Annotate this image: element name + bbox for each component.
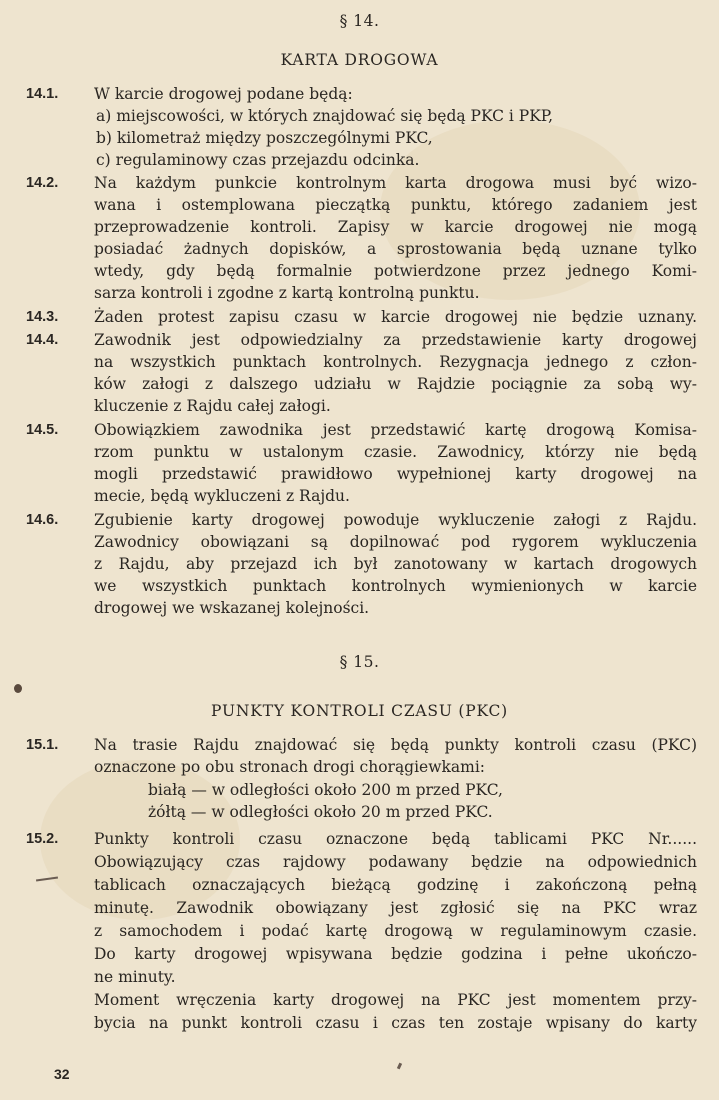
text-line: [0, 575, 719, 597]
page-number: 32: [54, 1066, 70, 1082]
section-title: KARTA DROGOWA: [280, 51, 439, 69]
text-line: [0, 509, 719, 531]
text-line: [0, 329, 719, 351]
text-line: [0, 351, 719, 373]
text-line: [0, 395, 719, 417]
line-text: na wszystkich punktach kontrolnych. Rezygnacja jednego z człon-: [94, 353, 697, 371]
text-line: [0, 553, 719, 575]
section-heading: § 15.: [339, 653, 380, 671]
line-text: W karcie drogowej podane będą:: [94, 85, 353, 103]
clause-number: 14.1.: [26, 86, 59, 102]
line-text: Na każdym punkcie kontrolnym karta drogowa musi być wizo-: [94, 174, 697, 192]
text-line: [0, 779, 719, 801]
text-line: [0, 216, 719, 238]
line-text: posiadać żadnych dopisków, a sprostowania będą uznane tylko: [94, 240, 697, 258]
line-text: tablicach oznaczających bieżącą godzinę i zakończoną pełną: [94, 876, 697, 894]
line-text: Punkty kontroli czasu oznaczone będą tablicami PKC Nr......: [94, 830, 697, 848]
text-line: [0, 989, 719, 1011]
text-line: [0, 851, 719, 873]
line-text: ne minuty.: [94, 968, 176, 986]
text-line: [0, 441, 719, 463]
line-text: b) kilometraż między poszczególnymi PKC,: [96, 129, 433, 147]
line-text: kluczenie z Rajdu całej załogi.: [94, 397, 331, 415]
line-text: Do karty drogowej wpisywana będzie godzina i pełne ukończo-: [94, 945, 697, 963]
line-text: sarza kontroli i zgodne z kartą kontrolną punktu.: [94, 284, 480, 302]
text-line: [0, 531, 719, 553]
line-text: Na trasie Rajdu znajdować się będą punkty kontroli czasu (PKC): [94, 736, 697, 754]
text-line: [0, 485, 719, 507]
line-text: mecie, będą wykluczeni z Rajdu.: [94, 487, 350, 505]
clause-number: 14.5.: [26, 422, 59, 438]
line-text: minutę. Zawodnik obowiązany jest zgłosić się na PKC wraz: [94, 899, 697, 917]
ink-speck: [397, 1063, 402, 1070]
text-line: [0, 419, 719, 441]
ink-spot: [14, 684, 22, 693]
line-text: Obowiązujący czas rajdowy podawany będzie na odpowiednich: [94, 853, 697, 871]
line-text: z samochodem i podać kartę drogową w regulaminowym czasie.: [94, 922, 697, 940]
text-line: [0, 801, 719, 823]
line-text: we wszystkich punktach kontrolnych wymienionych w karcie: [94, 577, 697, 595]
section-heading: § 14.: [339, 12, 380, 30]
line-text: Zawodnicy obowiązani są dopilnować pod rygorem wykluczenia: [94, 533, 697, 551]
text-line: [0, 194, 719, 216]
line-text: Zgubienie karty drogowej powoduje wykluczenie załogi z Rajdu.: [94, 511, 697, 529]
line-text: oznaczone po obu stronach drogi chorągiewkami:: [94, 758, 486, 776]
text-line: [0, 920, 719, 942]
text-line: [0, 282, 719, 304]
clause-number: 14.2.: [26, 175, 59, 191]
line-text: a) miejscowości, w których znajdować się będą PKC i PKP,: [96, 107, 554, 125]
clause-number: 14.6.: [26, 512, 59, 528]
text-line: [0, 149, 719, 171]
line-text: żółtą — w odległości około 20 m przed PKC.: [148, 803, 493, 821]
text-line: [0, 238, 719, 260]
clause-number: 14.3.: [26, 309, 59, 325]
text-line: [0, 1012, 719, 1034]
line-text: c) regulaminowy czas przejazdu odcinka.: [96, 151, 420, 169]
text-line: [0, 874, 719, 896]
text-line: [0, 756, 719, 778]
line-text: Żaden protest zapisu czasu w karcie drogowej nie będzie uznany.: [94, 308, 697, 326]
text-line: [0, 306, 719, 328]
text-line: [0, 597, 719, 619]
text-line: [0, 463, 719, 485]
text-line: [0, 734, 719, 756]
text-line: [0, 260, 719, 282]
text-line: [0, 83, 719, 105]
line-text: białą — w odległości około 200 m przed PKC,: [148, 781, 503, 799]
line-text: Obowiązkiem zawodnika jest przedstawić kartę drogową Komisa-: [94, 421, 697, 439]
line-text: Moment wręczenia karty drogowej na PKC jest momentem przy-: [94, 991, 697, 1009]
line-text: bycia na punkt kontroli czasu i czas ten zostaje wpisany do karty: [94, 1014, 697, 1032]
line-text: mogli przedstawić prawidłowo wypełnionej karty drogowej na: [94, 465, 697, 483]
text-line: [0, 127, 719, 149]
line-text: Zawodnik jest odpowiedzialny za przedstawienie karty drogowej: [94, 331, 697, 349]
line-text: rzom punktu w ustalonym czasie. Zawodnicy, którzy nie będą: [94, 443, 697, 461]
section-title: PUNKTY KONTROLI CZASU (PKC): [211, 702, 508, 720]
clause-number: 14.4.: [26, 332, 59, 348]
line-text: ków załogi z dalszego udziału w Rajdzie pociągnie za sobą wy-: [94, 375, 697, 393]
text-line: [0, 172, 719, 194]
text-line: [0, 897, 719, 919]
line-text: z Rajdu, aby przejazd ich był zanotowany w kartach drogowych: [94, 555, 697, 573]
clause-number: 15.1.: [26, 737, 59, 753]
text-line: [0, 943, 719, 965]
line-text: przeprowadzenie kontroli. Zapisy w karcie drogowej nie mogą: [94, 218, 697, 236]
line-text: wana i ostemplowana pieczątką punktu, którego zadaniem jest: [94, 196, 697, 214]
clause-number: 15.2.: [26, 831, 59, 847]
text-line: [0, 105, 719, 127]
text-line: [0, 373, 719, 395]
line-text: drogowej we wskazanej kolejności.: [94, 599, 370, 617]
text-line: [0, 828, 719, 850]
text-line: [0, 966, 719, 988]
line-text: wtedy, gdy będą formalnie potwierdzone przez jednego Komi-: [94, 262, 697, 280]
